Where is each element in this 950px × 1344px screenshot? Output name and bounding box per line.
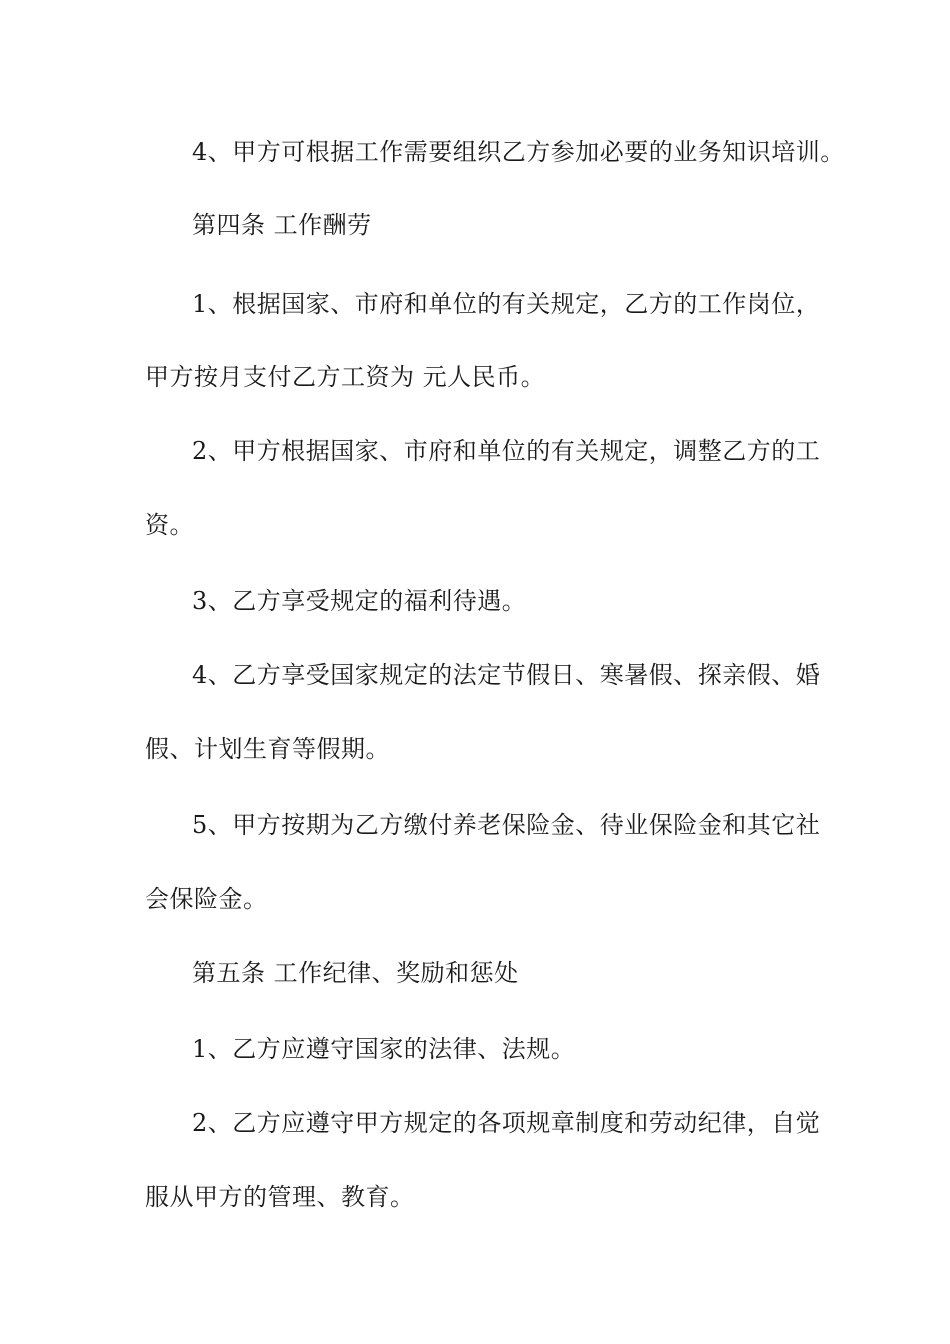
paragraph-line: 2、乙方应遵守甲方规定的各项规章制度和劳动纪律，自觉	[192, 1109, 821, 1137]
paragraph-line: 1、乙方应遵守国家的法律、法规。	[192, 1035, 576, 1063]
paragraph-line: 2、甲方根据国家、市府和单位的有关规定，调整乙方的工	[192, 437, 821, 465]
section-heading: 第四条 工作酬劳	[192, 211, 372, 239]
paragraph-line: 会保险金。	[145, 885, 268, 913]
section-heading: 第五条 工作纪律、奖励和惩处	[192, 959, 519, 987]
paragraph-line: 资。	[145, 511, 194, 539]
paragraph-line: 假、计划生育等假期。	[145, 735, 390, 763]
paragraph-line: 1、根据国家、市府和单位的有关规定，乙方的工作岗位，	[192, 290, 821, 318]
paragraph-line: 5、甲方按期为乙方缴付养老保险金、待业保险金和其它社	[192, 811, 821, 839]
paragraph-line: 服从甲方的管理、教育。	[145, 1183, 415, 1211]
paragraph-line: 4、甲方可根据工作需要组织乙方参加必要的业务知识培训。	[192, 138, 845, 166]
paragraph-line: 3、乙方享受规定的福利待遇。	[192, 587, 527, 615]
paragraph-line: 甲方按月支付乙方工资为 元人民币。	[145, 363, 546, 391]
paragraph-line: 4、乙方享受国家规定的法定节假日、寒暑假、探亲假、婚	[192, 661, 821, 689]
